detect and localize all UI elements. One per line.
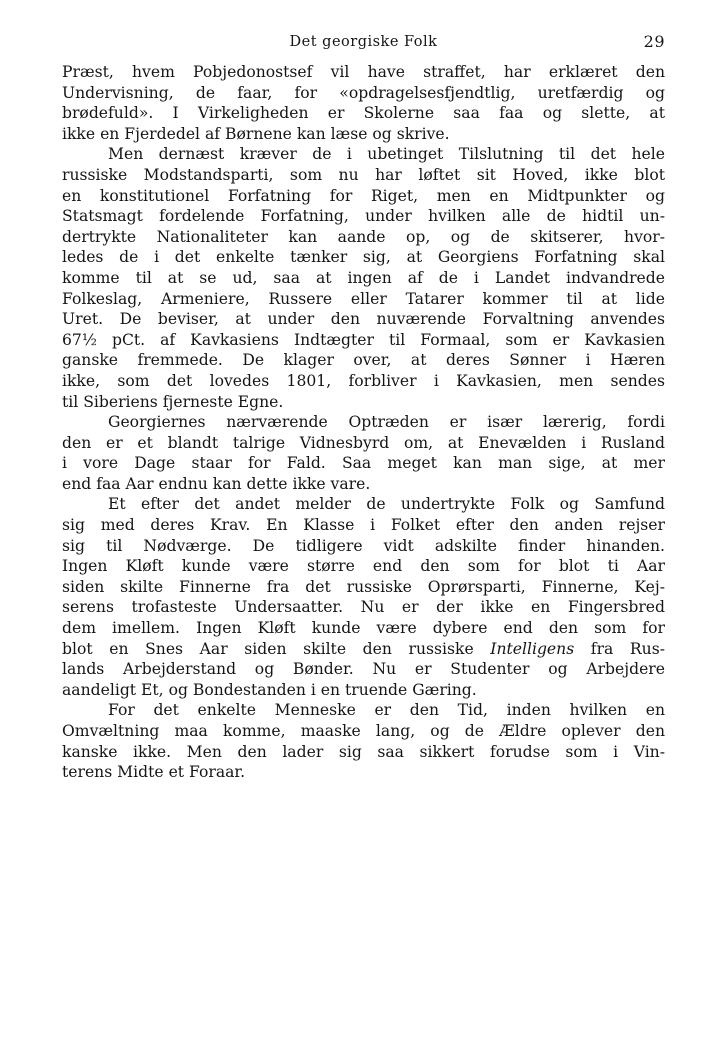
text-line: sig til Nødværge. De tidligere vidt adskilte finder hinanden.: [62, 536, 665, 555]
text-line: Ingen Kløft kunde være større end den som for blot ti Aar: [62, 557, 665, 576]
text-line: Georgiernes nærværende Optræden er især lærerig, fordi: [108, 413, 665, 432]
running-title: Det georgiske Folk: [289, 34, 438, 50]
text-line: siden skilte Finnerne fra det russiske Oprørsparti, Finnerne, Kej-: [62, 577, 665, 596]
text-line: ledes de i det enkelte tænker sig, at Georgiens Forfatning skal: [62, 248, 665, 267]
text-line: komme til at se ud, saa at ingen af de i Landet indvandrede: [62, 268, 665, 287]
text-line: 67½ pCt. af Kavkasiens Indtægter til Formaal, som er Kavkasien: [62, 330, 665, 349]
text-line: end faa Aar endnu kan dette ikke vare.: [62, 474, 371, 493]
text-line: Folkeslag, Armeniere, Russere eller Tatarer kommer til at lide: [62, 289, 665, 308]
text-line: Men dernæst kræver de i ubetinget Tilslutning til det hele: [108, 145, 665, 164]
text-line: den er et blandt talrige Vidnesbyrd om, at Enevælden i Rusland: [62, 433, 665, 452]
text-line: lands Arbejderstand og Bønder. Nu er Studenter og Arbejdere: [62, 660, 665, 679]
paragraph: [62, 412, 665, 494]
paragraph: [62, 62, 665, 144]
body-text: [62, 62, 665, 783]
text-line: dertrykte Nationaliteter kan aande op, og de skitserer, hvor-: [62, 227, 665, 246]
text-line: Uret. De beviser, at under den nuværende Forvaltning anvendes: [62, 310, 665, 329]
text-line: brødefuld». I Virkeligheden er Skolerne saa faa og slette, at: [62, 104, 665, 123]
text-line: en konstitutionel Forfatning for Riget, men en Midtpunkter og: [62, 186, 665, 205]
text-line: dem imellem. Ingen Kløft kunde være dybere end den som for: [62, 619, 665, 638]
book-page: [62, 30, 665, 783]
text-line: til Siberiens fjerneste Egne.: [62, 392, 284, 411]
text-line: ikke en Fjerdedel af Børnene kan læse og skrive.: [62, 124, 450, 143]
text-line: kanske ikke. Men den lader sig saa sikkert forudse som i Vin-: [62, 742, 665, 761]
text-line: Omvæltning maa komme, maaske lang, og de Ældre oplever den: [62, 722, 665, 740]
paragraph: [62, 144, 665, 412]
text-line: Præst, hvem Pobjedonostsef vil have straffet, har erklæret den: [62, 63, 665, 81]
text-line: ikke, som det lovedes 1801, forbliver i Kavkasien, men sendes: [62, 371, 665, 390]
paragraph: [62, 494, 665, 700]
page-header: [62, 30, 665, 62]
text-line: aandeligt Et, og Bondestanden i en truende Gæring.: [62, 680, 477, 699]
text-line: Undervisning, de faar, for «opdragelsesfjendtlig, uretfærdig og: [62, 83, 665, 102]
text-line: Statsmagt fordelende Forfatning, under hvilken alle de hidtil un-: [62, 207, 665, 226]
text-line: serens trofasteste Undersaatter. Nu er der ikke en Fingersbred: [62, 598, 665, 617]
text-line: Et efter det andet melder de undertrykte Folk og Samfund: [108, 495, 665, 514]
text-line: russiske Modstandsparti, som nu har løftet sit Hoved, ikke blot: [62, 165, 665, 184]
text-line: sig med deres Krav. En Klasse i Folket efter den anden rejser: [62, 516, 665, 535]
text-line: blot en Snes Aar siden skilte den russiske Intelligens fra Rus-: [62, 639, 665, 658]
text-line: For det enkelte Menneske er den Tid, inden hvilken en: [108, 701, 665, 720]
text-line: ganske fremmede. De klager over, at deres Sønner i Hæren: [62, 351, 665, 370]
paragraph: [62, 700, 665, 782]
text-line: terens Midte et Foraar.: [62, 763, 246, 782]
text-line: i vore Dage staar for Fald. Saa meget kan man sige, at mer: [62, 454, 665, 473]
page-number: 29: [643, 32, 665, 51]
